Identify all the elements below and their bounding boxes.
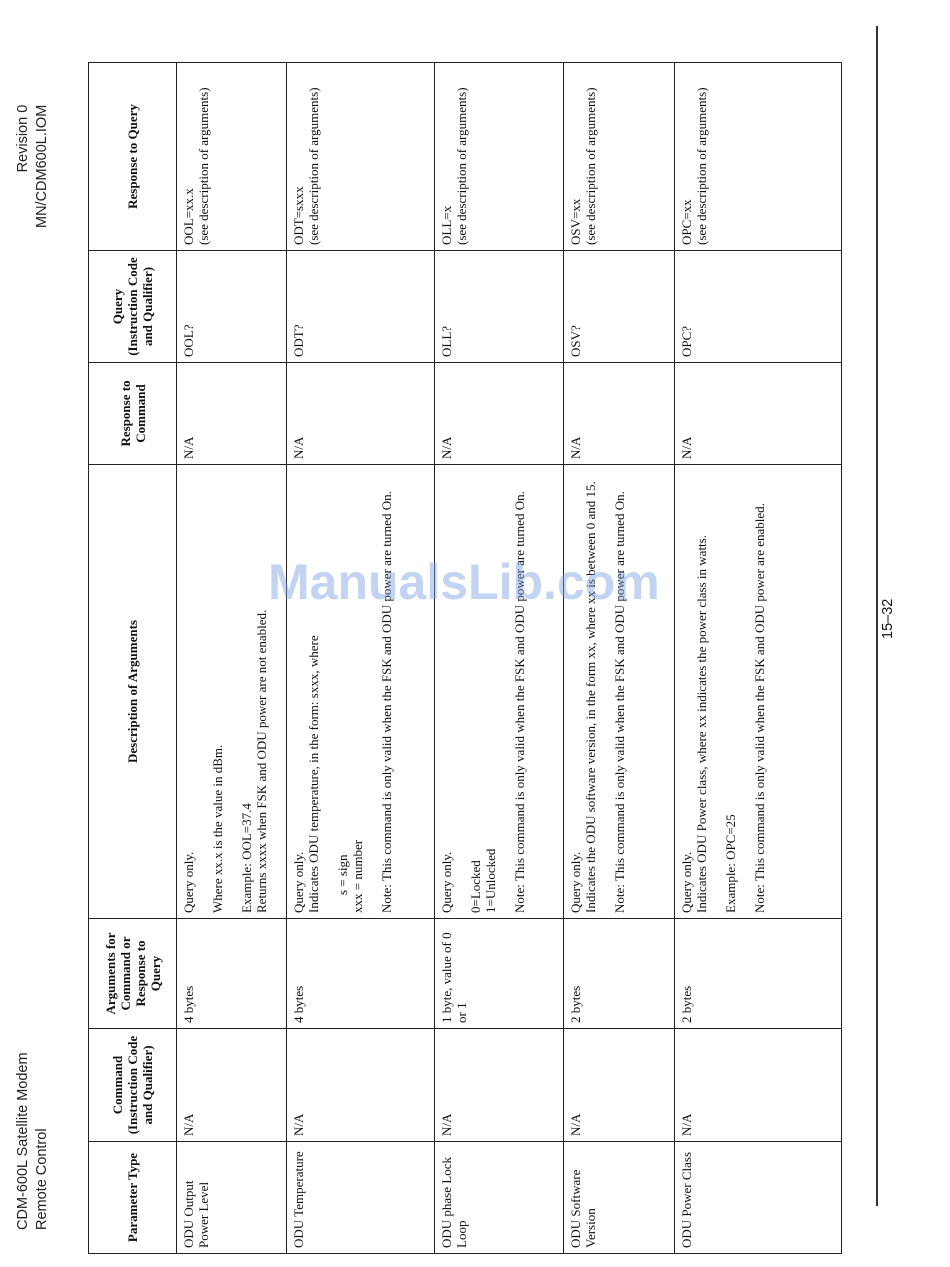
cell-arguments: 1 byte, value of 0 or 1	[434, 919, 563, 1029]
cell-command: N/A	[675, 1029, 842, 1142]
revision-label: Revision 0	[15, 104, 31, 173]
desc-spacer	[365, 470, 379, 913]
desc-line: s = sign	[335, 854, 351, 895]
cell-response-to-query	[564, 63, 675, 251]
page-number: 15–32	[880, 598, 896, 639]
table-row	[675, 63, 842, 1254]
cell-response-to-command: N/A	[675, 363, 842, 465]
table-header-row	[89, 63, 177, 1254]
header-response-to-command: Response to Command	[89, 363, 177, 465]
cell-response-to-query	[434, 63, 563, 251]
cell-query: OLL?	[434, 251, 563, 363]
response-note: (see description of arguments)	[196, 87, 211, 245]
cell-description	[434, 465, 563, 919]
cell-response-to-command: N/A	[177, 363, 287, 465]
desc-line: Example: OPC=25	[723, 814, 739, 913]
cell-arguments: 4 bytes	[287, 919, 434, 1029]
desc-line: Where xx.x is the value in dBm.	[210, 744, 225, 913]
desc-line: Query only.	[679, 851, 695, 913]
cell-query: ODT?	[287, 251, 434, 363]
cell-query: OOL?	[177, 251, 287, 363]
cell-response-to-query	[287, 63, 434, 251]
desc-spacer	[454, 470, 468, 913]
header-arguments: Arguments for Command or Response to Query	[89, 919, 177, 1029]
desc-spacer	[738, 470, 752, 913]
desc-spacer	[709, 470, 723, 913]
desc-line: Note: This command is only valid when the FSK and ODU power are turned On.	[612, 491, 628, 913]
response-value: OPC=xx	[679, 199, 695, 245]
cell-query: OSV?	[564, 251, 675, 363]
desc-line: Query only.	[568, 851, 584, 913]
page-divider-line	[876, 26, 878, 1206]
desc-spacer	[321, 470, 335, 913]
desc-spacer	[598, 470, 612, 913]
cell-query: OPC?	[675, 251, 842, 363]
cell-response-to-command: N/A	[564, 363, 675, 465]
header-command: Command (Instruction Code and Qualifier)	[89, 1029, 177, 1142]
remote-command-table	[88, 62, 842, 1254]
desc-line: Indicates ODU temperature, in the form: sxxx, where	[306, 635, 322, 913]
response-value: OOL=xx.x	[181, 188, 196, 245]
response-value: ODT=sxxx	[291, 186, 307, 245]
cell-parameter-type: ODU Power Class	[675, 1142, 842, 1254]
response-note: (see description of arguments)	[694, 87, 710, 245]
response-note: (see description of arguments)	[453, 87, 469, 245]
desc-line: Query only.	[181, 851, 196, 913]
desc-line: Indicates the ODU software version, in the form xx, where xx is between 0 and 15.	[583, 481, 599, 913]
desc-line: xxx = number	[350, 839, 366, 913]
table-row	[564, 63, 675, 1254]
header-response-to-query: Response to Query	[89, 63, 177, 251]
cell-command: N/A	[434, 1029, 563, 1142]
desc-spacer	[225, 470, 239, 913]
desc-line: 1=Unlocked	[482, 848, 498, 913]
desc-line: Query only.	[438, 851, 454, 913]
desc-line: Indicates ODU Power class, where xx indicates the power class in watts.	[694, 535, 710, 913]
cell-description	[675, 465, 842, 919]
response-value: OSV=xx	[568, 198, 584, 245]
document-header-left	[14, 1052, 52, 1230]
table-row	[287, 63, 434, 1254]
table-row	[177, 63, 287, 1254]
response-value: OLL=x	[438, 205, 454, 245]
cell-response-to-command: N/A	[287, 363, 434, 465]
cell-description	[177, 465, 287, 919]
section-title: Remote Control	[34, 1128, 50, 1230]
watermark: ManualsLib.com	[268, 554, 660, 610]
cell-parameter-type: ODU Software Version	[564, 1142, 675, 1254]
cell-response-to-query	[177, 63, 287, 251]
cell-command: N/A	[177, 1029, 287, 1142]
desc-spacer	[196, 470, 210, 913]
cell-parameter-type: ODU phase Lock Loop	[434, 1142, 563, 1254]
response-note: (see description of arguments)	[306, 87, 322, 245]
table-row	[434, 63, 563, 1254]
command-table-container	[88, 63, 842, 1254]
header-description: Description of Arguments	[89, 465, 177, 919]
desc-spacer	[498, 470, 512, 913]
header-parameter-type: Parameter Type	[89, 1142, 177, 1254]
cell-description	[564, 465, 675, 919]
cell-response-to-command: N/A	[434, 363, 563, 465]
desc-line: Returns xxxx when FSK and ODU power are not enabled.	[254, 609, 269, 913]
cell-arguments: 4 bytes	[177, 919, 287, 1029]
cell-parameter-type: ODU Temperature	[287, 1142, 434, 1254]
cell-command: N/A	[287, 1029, 434, 1142]
desc-line: 0=Locked	[467, 860, 483, 913]
cell-arguments: 2 bytes	[675, 919, 842, 1029]
cell-response-to-query	[675, 63, 842, 251]
desc-line: Note: This command is only valid when the FSK and ODU power are enabled.	[752, 503, 768, 913]
product-title: CDM-600L Satellite Modem	[15, 1052, 31, 1230]
document-header-right	[14, 105, 52, 228]
manual-id: MN/CDM600L.IOM	[34, 104, 50, 228]
response-note: (see description of arguments)	[583, 87, 599, 245]
desc-line: Note: This command is only valid when the FSK and ODU power are turned On.	[379, 491, 395, 913]
desc-line: Note: This command is only valid when the FSK and ODU power are turned On.	[511, 491, 527, 913]
desc-line: Query only.	[291, 851, 307, 913]
header-query: Query (Instruction Code and Qualifier)	[89, 251, 177, 363]
desc-line: Example: OOL=37.4	[239, 803, 254, 913]
cell-command: N/A	[564, 1029, 675, 1142]
cell-arguments: 2 bytes	[564, 919, 675, 1029]
cell-parameter-type: ODU Output Power Level	[177, 1142, 287, 1254]
cell-description	[287, 465, 434, 919]
